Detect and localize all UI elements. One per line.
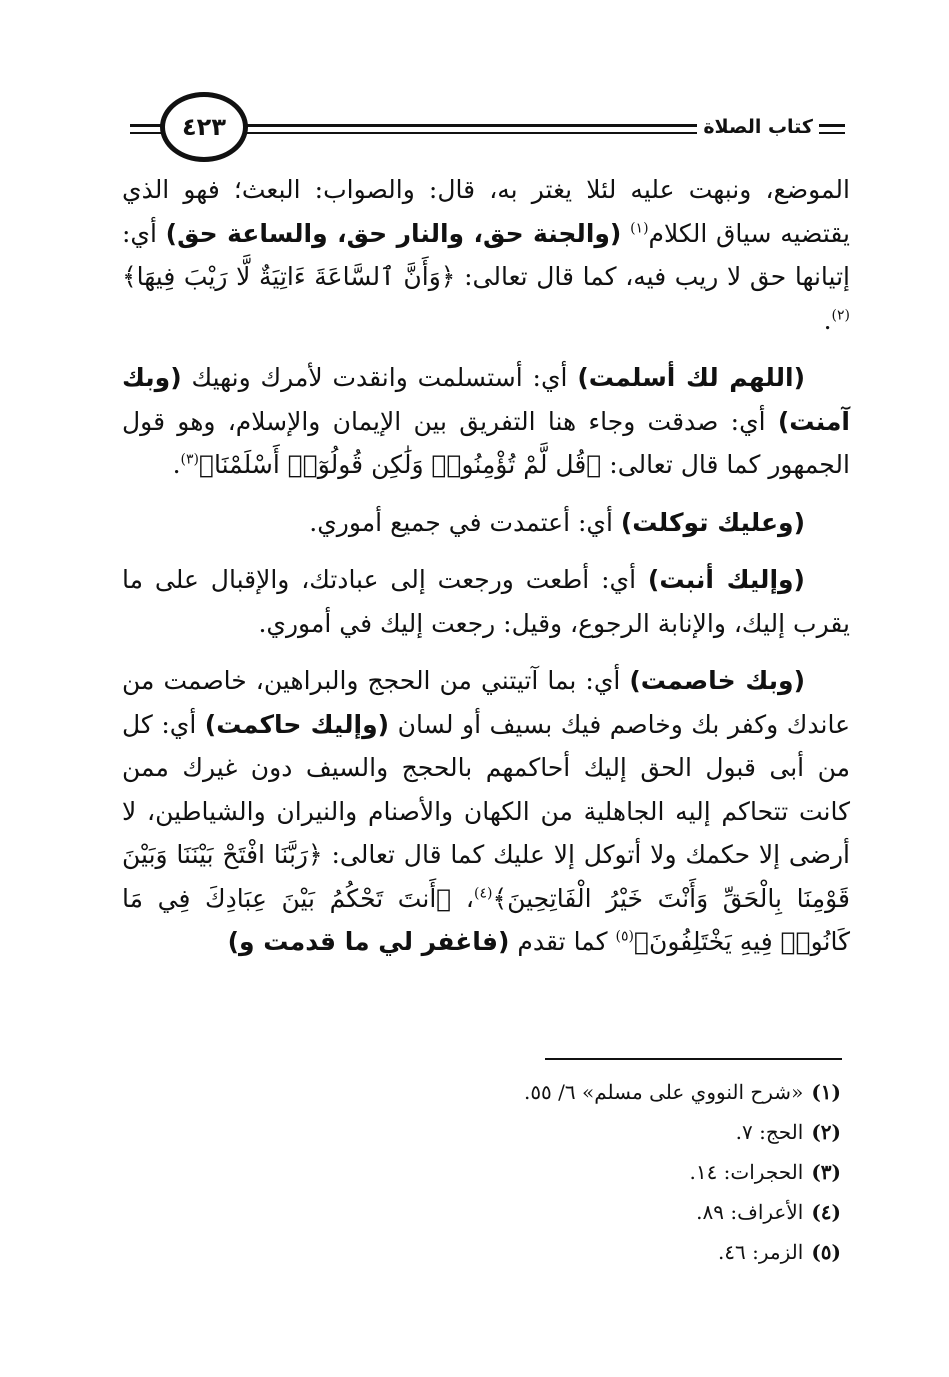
quran-verse: ﴿وَأَنَّ ٱلسَّاعَةَ ءَاتِيَةٌ لَّا رَيْبَ فِيهَا﴾: [122, 262, 456, 291]
footnote-text: الحج: ٧.: [735, 1120, 804, 1144]
footnote-4: [241, 1192, 841, 1232]
footnote-2: [241, 1112, 841, 1152]
footnote-number: (١): [811, 1080, 841, 1104]
page-number: ٤٢٣: [182, 113, 226, 141]
footnote-ref: (٣): [180, 451, 199, 468]
footnote-number: (٥): [811, 1240, 841, 1264]
quran-verse: ﴿قُل لَّمْ تُؤْمِنُوا۟ وَلَٰكِن قُولُوٓا۟ أَسْلَمْنَا﴾: [199, 450, 602, 479]
paragraph-5: [122, 659, 850, 964]
text: أي: بما آتيتني من الحجج والبراهين، خاصمت من عاندك وكفر بك وخاصم فيك بسيف أو لسان: [122, 666, 850, 739]
footnote-ref: (٢): [831, 307, 850, 324]
paragraph-4: [122, 558, 850, 645]
text: كما تقدم: [509, 927, 616, 956]
bold-phrase: (والجنة حق، والنار حق، والساعة حق): [165, 218, 622, 248]
text: أي: صدقت وجاء هنا التفريق بين الإيمان والإسلام، وهو قول الجمهور كما قال تعالى:: [122, 406, 850, 479]
footnote-text: الزمر: ٤٦.: [717, 1240, 804, 1264]
text: .: [823, 305, 832, 335]
footnotes: [241, 1072, 841, 1272]
footnote-1: [241, 1072, 841, 1112]
footnote-number: (٢): [811, 1120, 841, 1144]
bold-phrase: (فاغفر لي ما قدمت و): [227, 927, 510, 956]
footnote-ref: (٤): [473, 885, 493, 902]
footnote-divider: [545, 1058, 842, 1060]
text: أي: أعتمدت في جميع أموري.: [309, 507, 621, 537]
footnote-number: (٣): [811, 1160, 841, 1184]
bold-phrase: (اللهم لك أسلمت): [577, 363, 805, 392]
text: أي: كل من أبى قبول الحق إليك أحاكمهم بالحجج والسيف دون غيرك ممن كانت تتحاكم إليه الجاهلية من الكهان والأصنام والنيران والشياطين، لا أرضى إلا حكمك ولا أتوكل إلا عليك كما قال تعالى:: [122, 709, 850, 869]
body-text: [122, 168, 850, 978]
footnote-text: الأعراف: ٨٩.: [696, 1200, 804, 1224]
bold-phrase: (وإليك أنبت): [647, 565, 805, 594]
page-number-ring: [160, 92, 248, 162]
text: أي: إتيانها حق لا ريب فيه، كما قال تعالى:: [122, 218, 850, 291]
text: الموضع، ونبهت عليه لئلا يغتر به، قال: والصواب: البعث؛ فهو الذي يقتضيه سياق الكلام: [122, 175, 850, 248]
text: .: [172, 450, 181, 479]
quran-verse: ﴿أَنتَ تَحْكُمُ بَيْنَ عِبَادِكَ فِي مَا كَانُوا۟ فِيهِ يَخْتَلِفُونَ﴾: [122, 883, 850, 956]
footnote-ref: (١): [630, 220, 649, 237]
text: أي: أطعت ورجعت إلى عبادتك، والإقبال على ما يقرب إليك، والإنابة الرجوع، وقيل: رجعت إليك في أموري.: [122, 565, 850, 638]
bold-phrase: (وإليك حاكمت): [204, 709, 390, 739]
quran-verse: ﴿رَبَّنَا افْتَحْ بَيْنَنَا وَبَيْنَ قَوْمِنَا بِالْحَقِّ وَأَنْتَ خَيْرُ الْفَاتِحِينَ﴾: [122, 840, 850, 913]
bold-phrase: (وبك آمنت): [122, 363, 850, 436]
footnote-text: «شرح النووي على مسلم» ٦/ ٥٥.: [523, 1080, 804, 1104]
text: أي: أستسلمت وانقدت لأمرك ونهيك: [181, 363, 578, 392]
paragraph-1: [122, 168, 850, 342]
chapter-title: كتاب الصلاة: [697, 116, 819, 138]
paragraph-2: [122, 356, 850, 487]
footnote-ref: (٥): [615, 928, 634, 945]
footnote-5: [241, 1232, 841, 1272]
text: ،: [451, 883, 474, 913]
footnote-text: الحجرات: ١٤.: [689, 1160, 804, 1184]
paragraph-3: [122, 501, 850, 545]
footnote-3: [241, 1152, 841, 1192]
bold-phrase: (وبك خاصمت): [629, 666, 805, 695]
footnote-number: (٤): [811, 1200, 841, 1224]
bold-phrase: (وعليك توكلت): [620, 507, 805, 537]
